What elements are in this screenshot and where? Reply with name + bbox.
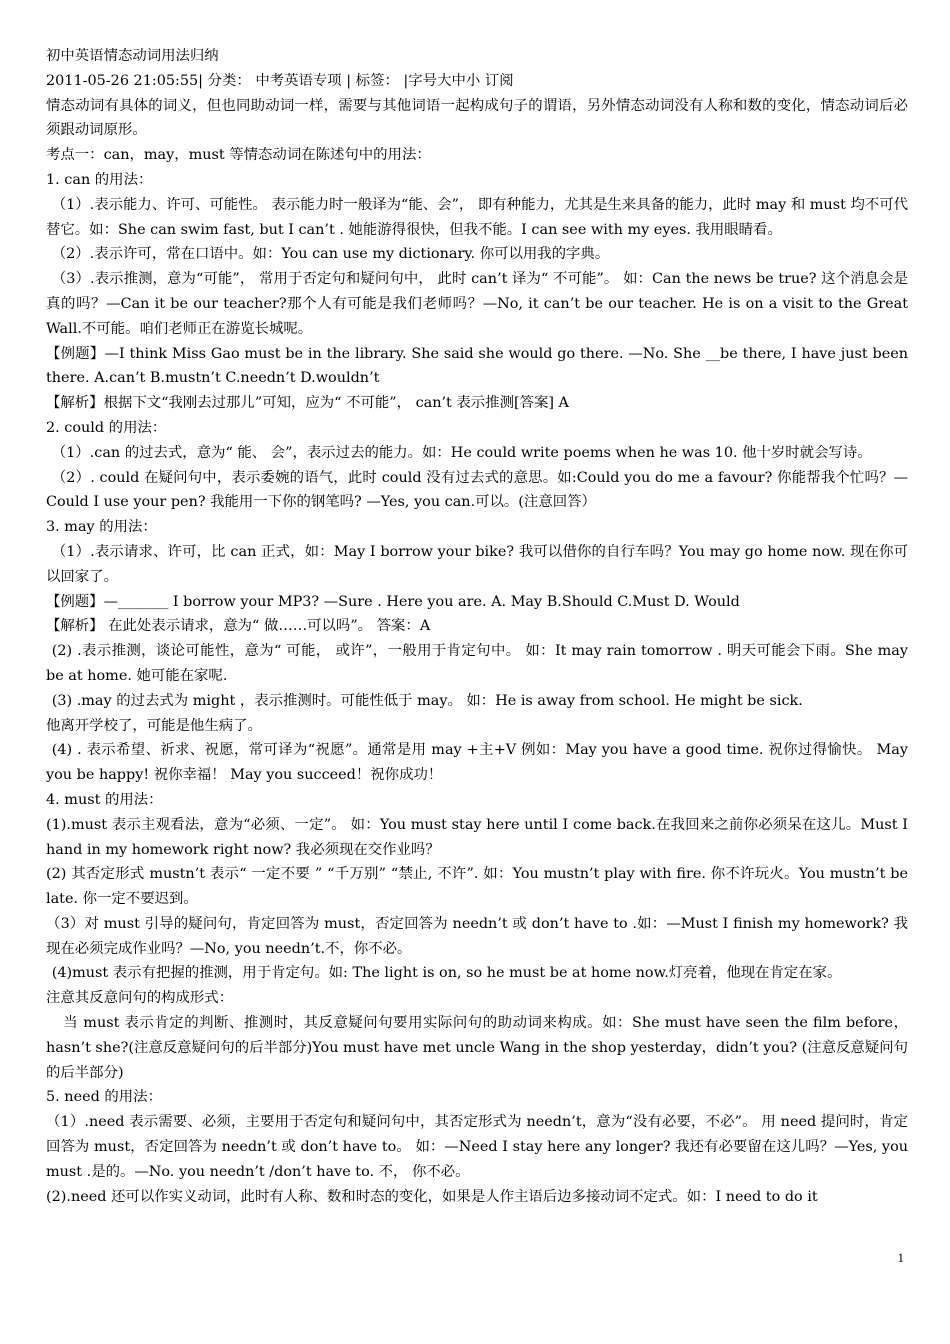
- example-paragraph: 【例题】—_______ I borrow your MP3? —Sure . Here you are. A. May B.Should C.Must D. Would: [46, 593, 740, 610]
- subsection-heading-need: 5. need 的用法：: [46, 1089, 162, 1106]
- analysis-paragraph: 【解析】根据下文“我刚去过那儿”可知，应为“ 不可能”， can’t 表示推测[答案] A: [46, 395, 569, 412]
- paragraph: (2) .表示推测，谈论可能性，意为“ 可能， 或许”，一般用于肯定句中。 如：It may rain tomorrow . 明天可能会下雨。She may be at home. 她可能在家呢.: [46, 643, 908, 684]
- paragraph: (4)must 表示有把握的推测，用于肯定句。如: The light is on, so he must be at home now.灯亮着，他现在肯定在家。: [51, 965, 842, 982]
- paragraph: 注意其反意问句的构成形式：: [46, 990, 234, 1007]
- subsection-heading-may: 3. may 的用法：: [46, 519, 157, 536]
- paragraph: （1）.can 的过去式，意为“ 能、 会”，表示过去的能力。如：He could write poems when he was 10. 他十岁时就会写诗。: [51, 444, 872, 461]
- subsection-heading-must: 4. must 的用法：: [46, 791, 163, 808]
- paragraph: （2）. could 在疑问句中，表示委婉的语气，此时 could 没有过去式的意思。如:Could you do me a favour? 你能帮我个忙吗？—Could I use your pen? 我能用一下你的钢笔吗? —Yes, you can.可以。(注意回答）: [46, 469, 908, 511]
- subsection-heading-can: 1. can 的用法：: [46, 171, 153, 188]
- document-title: 初中英语情态动词用法归纳: [46, 48, 219, 64]
- page-number: 1: [897, 1250, 904, 1265]
- paragraph: （3）.表示推测，意为“可能”， 常用于否定句和疑问句中， 此时 can’t 译为“ 不可能”。 如：Can the news be true? 这个消息会是真的吗？—Can it be our teacher?那个人有可能是我们老师吗？—No, it can’t be our teacher. He is on a visit to the Great Wall.不可能。咱们老师正在游览长城呢。: [46, 271, 908, 337]
- paragraph: （1）.表示请求、许可，比 can 正式，如：May I borrow your bike? 我可以借你的自行车吗？You may go home now. 现在你可以回家了。: [46, 543, 908, 585]
- section-heading: 考点一：can，may，must 等情态动词在陈述句中的用法：: [46, 147, 431, 164]
- document-body: [46, 44, 908, 1209]
- paragraph: （1）.need 表示需要、必须，主要用于否定句和疑问句中，其否定形式为 needn’t，意为“没有必要，不必”。 用 need 提问时，肯定回答为 must，否定回答为 needn’t 或 don’t have to。 如：—Need I stay here any longer? 我还有必要留在这儿吗？—Yes, you must .是的。—No. you needn’t /don’t have to. 不， 你不必。: [46, 1114, 908, 1180]
- paragraph: （1）.表示能力、许可、可能性。 表示能力时一般译为“能、会”， 即有种能力，尤其是生来具备的能力，此时 may 和 must 均不可代替它。如：She can swim fast, but I can’t . 她能游得很快，但我不能。I can see with my eyes. 我用眼睛看。: [46, 196, 909, 238]
- paragraph: （3）对 must 引导的疑问句，肯定回答为 must，否定回答为 needn’t 或 don’t have to .如：—Must I finish my homework? 我现在必须完成作业吗？—No, you needn’t.不，你不必。: [46, 915, 908, 957]
- paragraph: (2).need 还可以作实义动词，此时有人称、数和时态的变化，如果是人作主语后边多接动词不定式。如：I need to do it: [46, 1188, 818, 1205]
- paragraph: (1).must 表示主观看法，意为“必须、一定”。 如：You must stay here until I come back.在我回来之前你必须呆在这儿。Must I hand in my homework right now? 我必须现在交作业吗？: [46, 816, 908, 858]
- paragraph: 当 must 表示肯定的判断、推测时，其反意疑问句要用实际问句的助动词来构成。如：She must have seen the film before，hasn’t she?(注意反意疑问句的后半部分)You must have met uncle Wang in the shop yesterday，didn’t you? (注意反意疑问句的后半部分): [46, 1015, 908, 1081]
- subsection-heading-could: 2. could 的用法：: [46, 419, 167, 436]
- analysis-paragraph: 【解析】 在此处表示请求，意为“ 做……可以吗”。 答案：A: [46, 618, 431, 635]
- paragraph: (3) .may 的过去式为 might ，表示推测时。可能性低于 may。 如：He is away from school. He might be sick.: [51, 692, 803, 709]
- paragraph: 他离开学校了，可能是他生病了。: [46, 717, 262, 734]
- paragraph: （2）.表示许可，常在口语中。如：You can use my dictionary. 你可以用我的字典。: [51, 246, 610, 263]
- document-meta: 2011-05-26 21:05:55| 分类： 中考英语专项 | 标签： |字号大中小 订阅: [46, 72, 514, 89]
- example-paragraph: 【例题】—I think Miss Gao must be in the library. She said she would go there. —No. She __be there, I have just been there. A.can’t B.mustn’t C.needn’t D.wouldn’t: [46, 345, 908, 387]
- intro-paragraph: 情态动词有具体的词义，但也同助动词一样，需要与其他词语一起构成句子的谓语，另外情态动词没有人称和数的变化，情态动词后必须跟动词原形。: [46, 97, 908, 139]
- paragraph: (2) 其否定形式 mustn’t 表示“ 一定不要 ” “千万别” “禁止, 不许”. 如：You mustn’t play with fire. 你不许玩火。You mustn’t be late. 你一定不要迟到。: [46, 866, 908, 908]
- paragraph: (4) . 表示希望、祈求、祝愿，常可译为“祝愿”。通常是用 may +主+V 例如：May you have a good time. 祝你过得愉快。 May you be happy! 祝你幸福！ May you succeed！祝你成功！: [46, 742, 908, 784]
